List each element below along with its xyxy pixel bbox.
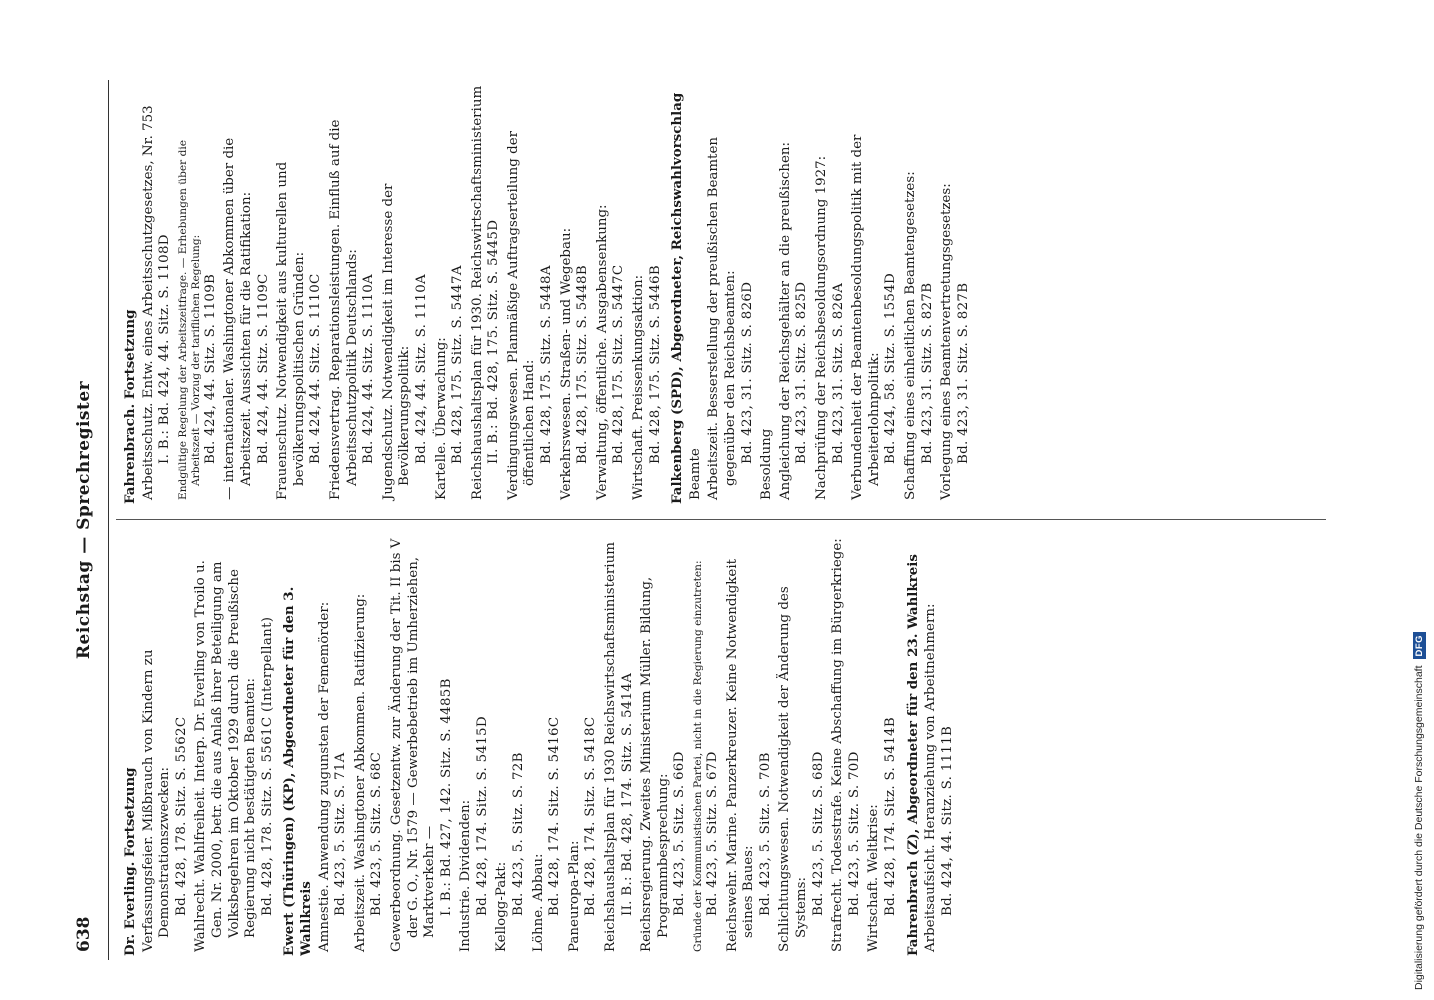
session-reference: Bd. 423, 5. Sitz. S. 70D	[846, 751, 862, 916]
subject-line: — internationaler. Washingtoner Abkommen über die Arbeitszeit. Aussichten für die Ratifikation:	[222, 137, 254, 500]
register-entry	[122, 536, 276, 956]
register-entry	[281, 536, 899, 956]
session-reference: II. B.: Bd. 428, 174. Sitz. S. 5414A	[619, 672, 635, 916]
session-reference: Bd. 423, 5. Sitz. S. 71A	[333, 752, 349, 916]
subject-line: Arbeitszeit. Besserstellung der preußischen Beamten gegenüber den Reichsbeamten:	[706, 137, 738, 500]
subject-line: Besoldung	[759, 428, 775, 500]
session-reference: Bd. 428, 175. Sitz. S. 5448A	[539, 265, 555, 464]
subject-line: Verbundenheit der Beamtenbesoldungspolitik mit der Arbeiterlohnpolitik:	[850, 134, 882, 500]
session-reference: Bd. 423, 5. Sitz. S. 68C	[369, 751, 385, 916]
subject-line: Reichshaushaltsplan für 1930 Reichswirtschaftsministerium	[603, 542, 619, 952]
session-reference: Bd. 424, 44. Sitz. S. 1110A	[413, 273, 429, 464]
subject-line: Jugendschutz. Notwendigkeit im Interesse der Bevölkerungspolitik:	[380, 183, 413, 500]
subject-line: Verfassungsfeier. Mißbrauch von Kindern zu Demonstrationszwecken:	[140, 649, 173, 952]
session-reference: Bd. 428, 174. Sitz. S. 5414B	[882, 716, 898, 916]
session-reference: Bd. 424, 44. Sitz. S. 1109C	[255, 273, 271, 464]
speaker-heading: Falkenberg (SPD), Abgeordneter, Reichswahlvorschlag	[669, 92, 686, 504]
subject-line: Löhne. Abbau:	[530, 853, 546, 952]
subject-line: Arbeitszeit. Washingtoner Abkommen. Ratifizierung:	[352, 593, 368, 952]
subject-line: Industrie. Dividenden:	[458, 799, 474, 952]
speaker-heading: Fahrenbrach. Fortsetzung	[122, 309, 138, 504]
subject-line: Wirtschaft. Preissenkungsaktion:	[631, 274, 647, 500]
session-reference: Bd. 424, 58. Sitz. S. 1554D	[883, 272, 899, 464]
subject-line: Kellogg-Pakt:	[494, 861, 510, 952]
subject-line: Kartelle. Überwachung:	[433, 337, 449, 500]
digitization-credit	[1410, 430, 1428, 990]
column-left	[122, 536, 1352, 956]
speaker-heading: Fahrenbrach (Z), Abgeordneter für den 23. Wahlkreis	[904, 554, 921, 956]
subject-line: Friedensvertrag. Reparationsleistungen. Einfluß auf die Arbeitsschutzpolitik Deutschlands:	[327, 119, 360, 500]
session-reference: I. B.: Bd. 427, 142. Sitz. S. 4485B	[438, 678, 454, 916]
subject-line: Reichshaushaltsplan für 1930. Reichswirtschaftsministerium	[469, 85, 485, 500]
session-reference: Bd. 423, 5. Sitz. S. 70B	[757, 752, 773, 916]
subject-line: Verwaltung, öffentliche. Ausgabensenkung:	[594, 204, 610, 500]
header-rule	[108, 80, 109, 960]
session-reference: Bd. 423, 31. Sitz. S. 825D	[794, 281, 810, 464]
page-number: 638	[74, 916, 94, 952]
speaker-heading: Dr. Everling. Fortsetzung	[122, 767, 138, 956]
session-reference: Bd. 423, 5. Sitz. S. 68D	[810, 751, 826, 916]
session-reference: Bd. 423, 5. Sitz. S. 67D	[705, 751, 720, 916]
subject-line: Nachprüfung der Reichsbesoldungsordnung 1927:	[813, 155, 829, 500]
subject-line: Wahlrecht. Wahlfreiheit. Interp. Dr. Everling von Troilo u. Gen. Nr. 2000, betr. die aus Anlaß ihrer Beteiligung am Volksbegehren im Oktober 1929 durch die Preußische Regierung nicht bestätigten Beamten:	[193, 560, 259, 952]
subject-line: Reichswehr. Marine. Panzerkreuzer. Keine Notwendigkeit seines Baues:	[724, 558, 757, 952]
subject-line: Arbeitsschutz. Entw. eines Arbeitsschutzgesetzes, Nr. 753	[140, 105, 156, 500]
subject-line: Amnestie. Anwendung zugunsten der Fememörder:	[316, 601, 332, 952]
subject-line: Reichsregierung. Zweites Ministerium Müller. Bildung, Programmbesprechung:	[639, 576, 671, 952]
session-reference: Bd. 428, 175. Sitz. S. 5447A	[450, 265, 466, 464]
session-reference: Bd. 428, 174. Sitz. S. 5416C	[547, 716, 563, 916]
session-reference: Bd. 423, 31. Sitz. S. 827B	[919, 282, 935, 464]
subject-line: Paneuropa-Plan:	[566, 840, 582, 952]
register-entry	[905, 536, 957, 956]
subject-line: Strafrecht. Todesstrafe. Keine Abschaffung im Bürgerkriege:	[830, 538, 846, 952]
session-reference: Bd. 423, 31. Sitz. S. 827B	[955, 282, 971, 464]
subject-line: Schlichtungswesen. Notwendigkeit der Änderung des Systems:	[777, 586, 809, 952]
credit-text: Digitalisierung gefördert durch die Deutsche Forschungsgemeinschaft	[1413, 665, 1425, 990]
session-reference: Bd. 428, 175. Sitz. S. 5448B	[575, 264, 591, 464]
session-reference: II. B.: Bd. 428, 175. Sitz. S. 5445D	[486, 219, 502, 464]
session-reference: Bd. 424, 44. Sitz. S. 1109B	[202, 273, 218, 464]
session-reference: Bd. 428, 175. Sitz. S. 5447C	[611, 264, 627, 464]
subject-line: Schaffung eines einheitlichen Beamtengesetzes:	[902, 171, 918, 500]
column-right	[122, 84, 1352, 504]
session-reference: I. B.: Bd. 424, 44. Sitz. S. 1108D	[157, 234, 173, 464]
subject-line: Beamte	[687, 448, 703, 500]
dfg-logo: DFG	[1413, 632, 1426, 660]
session-reference: Bd. 428, 174. Sitz. S. 5418C	[583, 716, 599, 916]
subject-line: Verdingungswesen. Planmäßige Auftragserteilung der öffentlichen Hand:	[505, 130, 538, 500]
session-reference: Bd. 424, 44. Sitz. S. 1110A	[361, 273, 377, 464]
session-reference: Bd. 428, 178. Sitz. S. 5562C	[173, 716, 189, 916]
session-reference: Bd. 428, 174. Sitz. S. 5415D	[474, 716, 490, 916]
running-head	[70, 80, 104, 960]
session-reference: Bd. 424, 44. Sitz. S. 1111B	[939, 725, 955, 916]
session-reference: Bd. 423, 31. Sitz. S. 826D	[739, 281, 755, 464]
session-reference: Bd. 428, 175. Sitz. S. 5446B	[647, 264, 663, 464]
subject-line: Verkehrswesen. Straßen- und Wegebau:	[558, 227, 574, 500]
register-entry	[669, 84, 972, 504]
session-reference: Bd. 428, 178. Sitz. S. 5561C (Interpellant)	[259, 616, 275, 916]
scanned-page	[70, 80, 1360, 960]
subject-line: Vorlegung eines Beamtenvertretungsgesetzes:	[939, 183, 955, 500]
speaker-heading: Ewert (Thüringen) (KP), Abgeordneter für den 3. Wahlkreis	[281, 586, 314, 956]
subject-line: Arbeitsaufsicht. Heranziehung von Arbeitnehmern:	[923, 603, 939, 952]
session-reference: Bd. 424, 44. Sitz. S. 1110C	[308, 273, 324, 464]
subject-line: Gründe der Kommunistischen Partei, nicht in die Regierung einzutreten:	[692, 560, 704, 952]
running-title: Reichstag — Sprechregister	[74, 380, 94, 660]
session-reference: Bd. 423, 5. Sitz. S. 72B	[511, 752, 527, 916]
subject-line: Gewerbeordnung. Gesetzentw. zur Änderung der Tit. II bis V der G. O., Nr. 1579 — Gewerbebetrieb im Umherziehen, Marktverkehr —	[388, 538, 438, 952]
register-entry	[122, 84, 664, 504]
column-divider	[116, 519, 1326, 520]
subject-line: Wirtschaft. Weltkrise:	[866, 804, 882, 952]
subject-line: Angleichung der Reichsgehälter an die preußischen:	[777, 141, 793, 500]
subject-line: Endgültige Regelung der Arbeitszeitfrage. — Erhebungen über die Arbeitszeit — Vorzug der tariflichen Regelung:	[176, 139, 202, 500]
session-reference: Bd. 423, 31. Sitz. S. 826A	[830, 282, 846, 464]
session-reference: Bd. 423, 5. Sitz. S. 66D	[672, 751, 688, 916]
subject-line: Frauenschutz. Notwendigkeit aus kulturellen und bevölkerungspolitischen Gründen:	[275, 161, 307, 500]
